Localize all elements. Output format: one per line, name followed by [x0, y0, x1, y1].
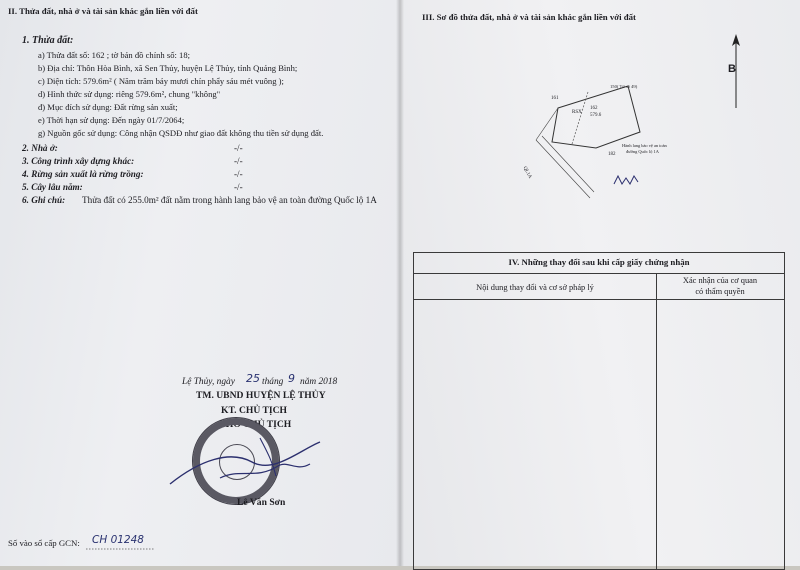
issuing-org: TM. UBND HUYỆN LỆ THỦY: [196, 390, 326, 401]
house-value: -/-: [234, 143, 243, 153]
parcel-address: b) Địa chỉ: Thôn Hòa Bình, xã Sen Thủy, huyện Lệ Thủy, tỉnh Quảng Bình;: [38, 63, 298, 73]
kt-chairman: KT. CHỦ TỊCH: [221, 405, 288, 416]
table-col-content: Nội dung thay đổi và cơ sở pháp lý: [476, 283, 594, 292]
signature-image: [160, 420, 330, 500]
map-top-note: 150( Tờ số 49): [610, 84, 638, 89]
map-corridor-line2: đường Quốc lộ 1A: [626, 149, 659, 154]
date-prefix: Lệ Thủy, ngày: [182, 377, 235, 387]
table-col-confirm-line2: có thẩm quyền: [695, 287, 745, 296]
section-ii-title: II. Thửa đất, nhà ở và tài sản khác gắn liền với đất: [8, 6, 198, 16]
register-label: Số vào sổ cấp GCN:: [8, 538, 80, 548]
map-parcel-area: 579.6: [590, 113, 602, 118]
construction-value: -/-: [234, 156, 243, 166]
table-divider-top: [414, 273, 784, 274]
date-year: năm 2018: [300, 377, 338, 387]
map-signature-image: [612, 172, 642, 188]
left-page: [0, 0, 400, 566]
map-left-id: 161: [551, 96, 559, 101]
date-day: 25: [246, 372, 260, 385]
table-divider-header: [414, 299, 784, 300]
note-label: 6. Ghi chú:: [22, 195, 66, 205]
page-fold: [396, 0, 404, 566]
house-label: 2. Nhà ở:: [22, 143, 58, 153]
changes-table: [413, 252, 785, 570]
parcel-area: c) Diện tích: 579.6m² ( Năm trăm bảy mươi chín phẩy sáu mét vuông );: [38, 76, 284, 86]
construction-label: 3. Công trình xây dựng khác:: [22, 156, 135, 166]
map-parcel-id: 162: [590, 106, 598, 111]
parcel-heading: 1. Thửa đất:: [22, 35, 74, 46]
map-land-code: RSX: [572, 110, 582, 115]
parcel-map: [528, 70, 658, 210]
table-col-confirm-line1: Xác nhận của cơ quan: [682, 276, 758, 285]
vice-chairman: PHÓ CHỦ TỊCH: [220, 419, 292, 430]
forest-label: 4. Rừng sản xuất là rừng trồng:: [22, 169, 144, 179]
map-corridor-line1: Hành lang bảo vệ an toàn: [622, 143, 667, 148]
parcel-number: a) Thửa đất số: 162 ; tờ bản đồ chính số: 18;: [38, 50, 191, 60]
use-term: e) Thời hạn sử dụng: Đến ngày 01/7/2064;: [38, 115, 185, 125]
use-purpose: đ) Mục đích sử dụng: Đất rừng sản xuất;: [38, 102, 178, 112]
use-origin: g) Nguồn gốc sử dụng: Công nhận QSDĐ như giao đất không thu tiền sử dụng đất.: [38, 128, 324, 138]
north-label: B: [728, 63, 736, 75]
perennial-label: 5. Cây lâu năm:: [22, 182, 83, 192]
perennial-value: -/-: [234, 182, 243, 192]
register-underline: [86, 546, 156, 552]
forest-value: -/-: [234, 169, 243, 179]
map-road-label: QL1A: [521, 165, 533, 180]
date-month-label: tháng: [262, 377, 284, 387]
table-title: IV. Những thay đổi sau khi cấp giấy chứng nhận: [508, 257, 690, 267]
signer-name: Lê Văn Sơn: [237, 497, 286, 508]
table-column-divider: [656, 273, 657, 569]
use-form: d) Hình thức sử dụng: riêng 579.6m², chung "không": [38, 89, 221, 99]
register-number: CH 01248: [92, 534, 144, 546]
map-neighbor-id: 182: [608, 152, 616, 157]
section-iii-title: III. Sơ đồ thửa đất, nhà ở và tài sản khác gắn liền với đất: [422, 12, 636, 22]
note-text: Thửa đất có 255.0m² đất nằm trong hành lang bảo vệ an toàn đường Quốc lộ 1A: [82, 195, 377, 205]
date-month: 9: [288, 372, 295, 385]
